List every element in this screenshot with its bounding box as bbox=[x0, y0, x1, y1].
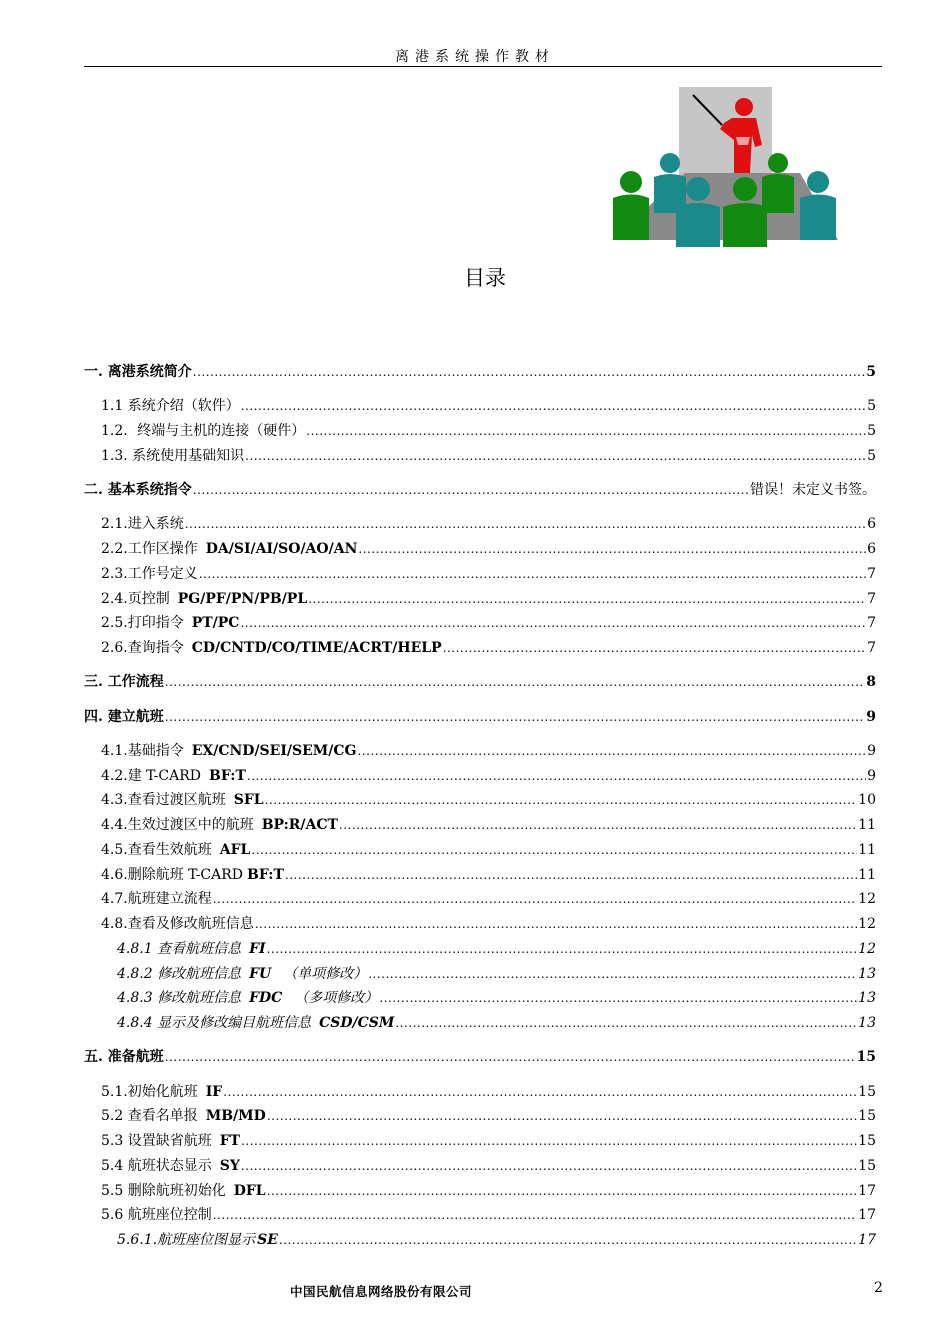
toc-entry-command: FU bbox=[249, 965, 272, 982]
toc-entry-command: FT bbox=[219, 1133, 241, 1149]
toc-entry-text: 5.5 删除航班初始化 bbox=[101, 1182, 226, 1199]
toc-entry-text: 4.8.4 显示及修改编目航班信息 bbox=[117, 1015, 312, 1031]
toc-leader-dots bbox=[251, 838, 857, 863]
toc-entry-2-3[interactable] bbox=[84, 562, 876, 587]
toc-entry-note: （多项修改） bbox=[294, 990, 379, 1007]
toc-entry-command: DFL bbox=[233, 1182, 266, 1199]
toc-entry-ch2[interactable] bbox=[84, 478, 876, 503]
toc-entry-text: 5.6.1.航班座位图显示 bbox=[117, 1232, 256, 1248]
toc-entry-page: 5 bbox=[867, 447, 876, 464]
toc-title: 目录 bbox=[464, 266, 506, 290]
presentation-meeting-clipart bbox=[610, 85, 840, 250]
toc-leader-dots bbox=[443, 636, 866, 661]
toc-entry-text: 5.3 设置缺省航班 bbox=[101, 1133, 212, 1149]
toc-leader-dots bbox=[213, 887, 857, 912]
toc-entry-page: 7 bbox=[867, 640, 876, 656]
toc-entry-page: 9 bbox=[867, 767, 876, 784]
toc-entry-page-error: 错误！未定义书签。 bbox=[750, 482, 876, 498]
toc-entry-page: 6 bbox=[867, 516, 876, 533]
toc-entry-page: 9 bbox=[866, 708, 876, 725]
toc-entry-command: EX/CND/SEI/SEM/CG bbox=[191, 742, 357, 759]
toc-entry-command: PT/PC bbox=[191, 615, 240, 632]
toc-entry-2-4[interactable] bbox=[84, 587, 876, 612]
toc-entry-command: BP:R/ACT bbox=[261, 817, 338, 833]
toc-leader-dots bbox=[308, 587, 866, 612]
toc-leader-dots bbox=[265, 788, 858, 813]
toc-entry-text: 5.1.初始化航班 bbox=[101, 1083, 198, 1100]
toc-leader-dots bbox=[267, 1104, 857, 1129]
toc-leader-dots bbox=[241, 1129, 857, 1154]
toc-entry-text: 2.5.打印指令 bbox=[101, 615, 184, 632]
toc-entry-text: 4.2.建 T-CARD bbox=[101, 767, 202, 784]
toc-entry-command: DA/SI/AI/SO/AO/AN bbox=[205, 541, 358, 557]
toc-entry-4-8-2[interactable] bbox=[84, 962, 876, 987]
toc-entry-command: MB/MD bbox=[205, 1108, 266, 1125]
toc-entry-page: 17 bbox=[858, 1182, 876, 1199]
toc-entry-text: 4.8.2 修改航班信息 bbox=[117, 965, 242, 982]
toc-entry-text: 4.8.3 修改航班信息 bbox=[117, 990, 242, 1007]
toc-entry-page: 5 bbox=[867, 398, 876, 415]
toc-entry-text: 5.4 航班状态显示 bbox=[101, 1157, 212, 1174]
toc-entry-command: BF:T bbox=[209, 767, 246, 784]
toc-entry-2-1[interactable] bbox=[84, 512, 876, 537]
toc-leader-dots bbox=[279, 1228, 857, 1253]
toc-leader-dots bbox=[379, 986, 857, 1011]
toc-entry-2-2[interactable] bbox=[84, 537, 876, 562]
toc-entry-text: 2.3.工作号定义 bbox=[101, 565, 198, 582]
toc-entry-page: 12 bbox=[858, 891, 876, 908]
toc-entry-4-2[interactable] bbox=[84, 764, 876, 789]
toc-entry-4-8-3[interactable] bbox=[84, 986, 876, 1011]
toc-leader-dots bbox=[223, 1080, 857, 1105]
toc-entry-4-3[interactable] bbox=[84, 788, 876, 813]
toc-entry-page: 15 bbox=[858, 1133, 876, 1149]
toc-leader-dots bbox=[247, 764, 866, 789]
toc-entry-text: 一. 离港系统简介 bbox=[84, 364, 192, 380]
toc-leader-dots bbox=[241, 394, 866, 419]
toc-entry-command: IF bbox=[205, 1083, 223, 1100]
toc-entry-ch1[interactable] bbox=[84, 360, 876, 385]
toc-entry-text: 1.2．终端与主机的连接（硬件） bbox=[101, 423, 306, 439]
toc-entry-5-1[interactable] bbox=[84, 1080, 876, 1105]
toc-entry-command: CD/CNTD/CO/TIME/ACRT/HELP bbox=[191, 640, 442, 656]
toc-entry-page: 13 bbox=[858, 965, 876, 982]
toc-leader-dots bbox=[193, 360, 866, 385]
toc-entry-text: 4.7.航班建立流程 bbox=[101, 891, 212, 908]
toc-entry-note: （单项修改） bbox=[283, 965, 368, 982]
toc-entry-command: PG/PF/PN/PB/PL bbox=[177, 590, 308, 607]
toc-entry-5-2[interactable] bbox=[84, 1104, 876, 1129]
toc-entry-page: 17 bbox=[858, 1207, 876, 1224]
running-header-title: 离港系统操作教材 bbox=[395, 49, 555, 65]
toc-entry-page: 7 bbox=[867, 615, 876, 632]
toc-entry-text: 四. 建立航班 bbox=[84, 708, 164, 725]
toc-leader-dots bbox=[165, 1045, 856, 1070]
toc-entry-page: 7 bbox=[867, 565, 876, 582]
toc-entry-page: 17 bbox=[858, 1232, 876, 1248]
toc-entry-command: CSD/CSM bbox=[319, 1015, 395, 1031]
toc-entry-command: SY bbox=[219, 1157, 240, 1174]
toc-entry-page: 5 bbox=[866, 364, 876, 380]
toc-entry-page: 8 bbox=[866, 674, 876, 691]
toc-entry-5-6[interactable] bbox=[84, 1203, 876, 1228]
toc-entry-page: 10 bbox=[858, 792, 876, 809]
toc-entry-2-6[interactable] bbox=[84, 636, 876, 661]
table-of-contents bbox=[84, 360, 876, 1253]
footer-company-name: 中国民航信息网络股份有限公司 bbox=[290, 1284, 473, 1299]
toc-entry-ch4[interactable] bbox=[84, 705, 876, 730]
toc-leader-dots bbox=[193, 478, 749, 503]
toc-leader-dots bbox=[306, 419, 866, 444]
toc-entry-4-8-1[interactable] bbox=[84, 937, 876, 962]
toc-entry-command: FDC bbox=[249, 990, 283, 1007]
toc-entry-4-8[interactable] bbox=[84, 912, 876, 937]
toc-entry-text: 5.2 查看名单报 bbox=[101, 1108, 198, 1125]
toc-leader-dots bbox=[358, 739, 867, 764]
toc-entry-page: 5 bbox=[867, 423, 876, 439]
toc-entry-4-1[interactable] bbox=[84, 739, 876, 764]
toc-leader-dots bbox=[185, 512, 866, 537]
toc-entry-text: 五. 准备航班 bbox=[84, 1049, 164, 1066]
toc-entry-command: BF:T bbox=[247, 866, 284, 883]
toc-entry-text: 4.5.查看生效航班 bbox=[101, 841, 212, 858]
toc-entry-page: 6 bbox=[867, 541, 876, 557]
toc-leader-dots bbox=[395, 1011, 857, 1036]
toc-entry-4-5[interactable] bbox=[84, 838, 876, 863]
toc-entry-1-2[interactable] bbox=[84, 419, 876, 444]
toc-leader-dots bbox=[241, 1154, 857, 1179]
toc-leader-dots bbox=[368, 962, 857, 987]
toc-entry-text: 2.2.工作区操作 bbox=[101, 541, 198, 557]
toc-entry-text: 4.6.删除航班 T-CARD bbox=[101, 866, 244, 883]
toc-entry-text: 4.4.生效过渡区中的航班 bbox=[101, 817, 254, 833]
toc-entry-ch3[interactable] bbox=[84, 670, 876, 695]
toc-entry-text: 三. 工作流程 bbox=[84, 674, 164, 691]
toc-entry-5-4[interactable] bbox=[84, 1154, 876, 1179]
toc-entry-page: 7 bbox=[867, 590, 876, 607]
toc-leader-dots bbox=[240, 611, 866, 636]
toc-leader-dots bbox=[255, 912, 857, 937]
toc-entry-page: 11 bbox=[858, 841, 876, 858]
toc-leader-dots bbox=[165, 705, 866, 730]
toc-leader-dots bbox=[213, 1203, 857, 1228]
toc-entry-4-6[interactable] bbox=[84, 863, 876, 888]
toc-entry-text: 4.8.1 查看航班信息 bbox=[117, 940, 242, 957]
toc-entry-4-7[interactable] bbox=[84, 887, 876, 912]
toc-entry-page: 15 bbox=[858, 1083, 876, 1100]
toc-entry-4-8-4[interactable] bbox=[84, 1011, 876, 1036]
toc-leader-dots bbox=[285, 863, 857, 888]
toc-entry-ch5[interactable] bbox=[84, 1045, 876, 1070]
toc-entry-5-5[interactable] bbox=[84, 1179, 876, 1204]
toc-entry-page: 12 bbox=[858, 940, 876, 957]
toc-entry-1-3[interactable] bbox=[84, 444, 876, 469]
toc-entry-text: 4.8.查看及修改航班信息 bbox=[101, 916, 254, 932]
toc-entry-text: 2.1.进入系统 bbox=[101, 516, 184, 533]
toc-entry-text: 4.3.查看过渡区航班 bbox=[101, 792, 226, 809]
toc-entry-page: 13 bbox=[858, 990, 876, 1007]
toc-entry-5-3[interactable] bbox=[84, 1129, 876, 1154]
toc-entry-text: 二. 基本系统指令 bbox=[84, 482, 192, 498]
toc-leader-dots bbox=[165, 670, 866, 695]
toc-entry-page: 11 bbox=[858, 866, 876, 883]
toc-entry-page: 9 bbox=[867, 742, 876, 759]
toc-entry-text: 1.3. 系统使用基础知识 bbox=[101, 447, 245, 464]
toc-leader-dots bbox=[339, 813, 857, 838]
toc-entry-command: AFL bbox=[219, 841, 251, 858]
header-rule bbox=[84, 66, 882, 67]
footer-page-number: 2 bbox=[874, 1280, 883, 1296]
toc-leader-dots bbox=[199, 562, 866, 587]
toc-entry-2-5[interactable] bbox=[84, 611, 876, 636]
toc-entry-text: 5.6 航班座位控制 bbox=[101, 1207, 212, 1224]
toc-entry-page: 15 bbox=[856, 1049, 876, 1066]
toc-leader-dots bbox=[358, 537, 866, 562]
toc-leader-dots bbox=[267, 937, 858, 962]
toc-entry-page: 13 bbox=[858, 1015, 876, 1031]
toc-entry-text: 2.4.页控制 bbox=[101, 590, 170, 607]
toc-entry-text: 4.1.基础指令 bbox=[101, 742, 184, 759]
toc-entry-page: 15 bbox=[858, 1108, 876, 1125]
toc-entry-4-4[interactable] bbox=[84, 813, 876, 838]
toc-entry-text: 2.6.查询指令 bbox=[101, 640, 184, 656]
toc-entry-text: 1.1 系统介绍（软件） bbox=[101, 398, 240, 415]
toc-entry-command: SE bbox=[257, 1232, 278, 1248]
toc-entry-page: 15 bbox=[858, 1157, 876, 1174]
toc-entry-page: 12 bbox=[858, 916, 876, 932]
toc-entry-command: FI bbox=[249, 940, 266, 957]
toc-entry-5-6-1[interactable] bbox=[84, 1228, 876, 1253]
toc-entry-page: 11 bbox=[858, 817, 876, 833]
toc-entry-1-1[interactable] bbox=[84, 394, 876, 419]
toc-entry-command: SFL bbox=[233, 792, 264, 809]
toc-leader-dots bbox=[267, 1179, 858, 1204]
toc-leader-dots bbox=[245, 444, 866, 469]
